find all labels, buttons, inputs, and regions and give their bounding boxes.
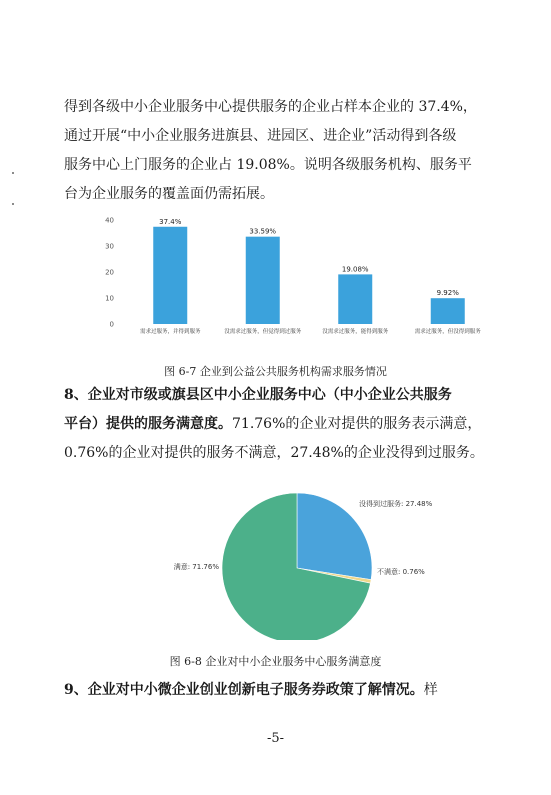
x-category-label: 需求过服务，并得到服务 bbox=[139, 329, 201, 335]
pie-slice-label: 没得到过服务: 27.48% bbox=[359, 500, 433, 508]
bar bbox=[338, 274, 372, 324]
bar bbox=[246, 237, 280, 324]
bar-value-label: 19.08% bbox=[341, 265, 369, 274]
paragraph-intro bbox=[64, 93, 494, 209]
bar-chart bbox=[100, 212, 500, 342]
bar bbox=[153, 227, 187, 324]
section-heading: 9、企业对中小微企业创业创新电子服务券政策了解情况。 bbox=[64, 682, 424, 698]
y-tick-label: 10 bbox=[105, 294, 114, 303]
text-line: 通过开展“中小企业服务进旗县、进园区、进企业”活动得到各级 bbox=[64, 128, 457, 144]
bar bbox=[431, 298, 465, 324]
scan-mark bbox=[12, 172, 14, 174]
page-number: -5- bbox=[266, 731, 285, 746]
text-line: 台为企业服务的覆盖面仍需拓展。 bbox=[64, 186, 274, 202]
y-tick-label: 30 bbox=[105, 242, 114, 251]
figure-caption-6-7: 图 6-7 企业到公益公共服务机构需求服务情况 bbox=[164, 365, 387, 378]
section-9 bbox=[64, 676, 494, 705]
pie-slice-label: 不满意: 0.76% bbox=[377, 568, 425, 576]
x-category-label: 没需求过服务，能得到服务 bbox=[322, 329, 389, 335]
y-tick-label: 40 bbox=[105, 216, 114, 225]
scan-mark bbox=[12, 203, 14, 205]
section-heading-cont: 平台）提供的服务满意度。 bbox=[64, 416, 232, 432]
bar-value-label: 33.59% bbox=[249, 227, 277, 236]
text-line: 服务中心上门服务的企业占 19.08%。说明各级服务机构、服务平 bbox=[64, 157, 472, 173]
text-line: 得到各级中小企业服务中心提供服务的企业占样本企业的 37.4%， bbox=[64, 99, 477, 115]
pie-slice-label: 满意: 71.76% bbox=[173, 563, 219, 571]
y-tick-label: 0 bbox=[109, 320, 114, 329]
text-line bbox=[64, 410, 494, 439]
section-8 bbox=[64, 381, 494, 468]
x-category-label: 没需求过服务，但觉得到过服务 bbox=[224, 329, 302, 335]
x-category-label: 需求过服务，但没得到服务 bbox=[414, 329, 481, 335]
pie-chart bbox=[165, 480, 465, 640]
text-line: 0.76%的企业对提供的服务不满意，27.48%的企业没得到过服务。 bbox=[64, 445, 484, 461]
y-tick-label: 20 bbox=[105, 268, 114, 277]
text-fragment: 样 bbox=[423, 682, 438, 698]
bar-value-label: 37.4% bbox=[159, 217, 182, 226]
section-heading: 8、企业对市级或旗县区中小企业服务中心（中小企业公共服务 bbox=[64, 387, 452, 403]
figure-caption-6-8: 图 6-8 企业对中小企业服务中心服务满意度 bbox=[169, 655, 382, 668]
text-line bbox=[64, 676, 494, 705]
bar-value-label: 9.92% bbox=[436, 289, 459, 298]
text-fragment: 71.76%的企业对提供的服务表示满意， bbox=[232, 416, 482, 432]
